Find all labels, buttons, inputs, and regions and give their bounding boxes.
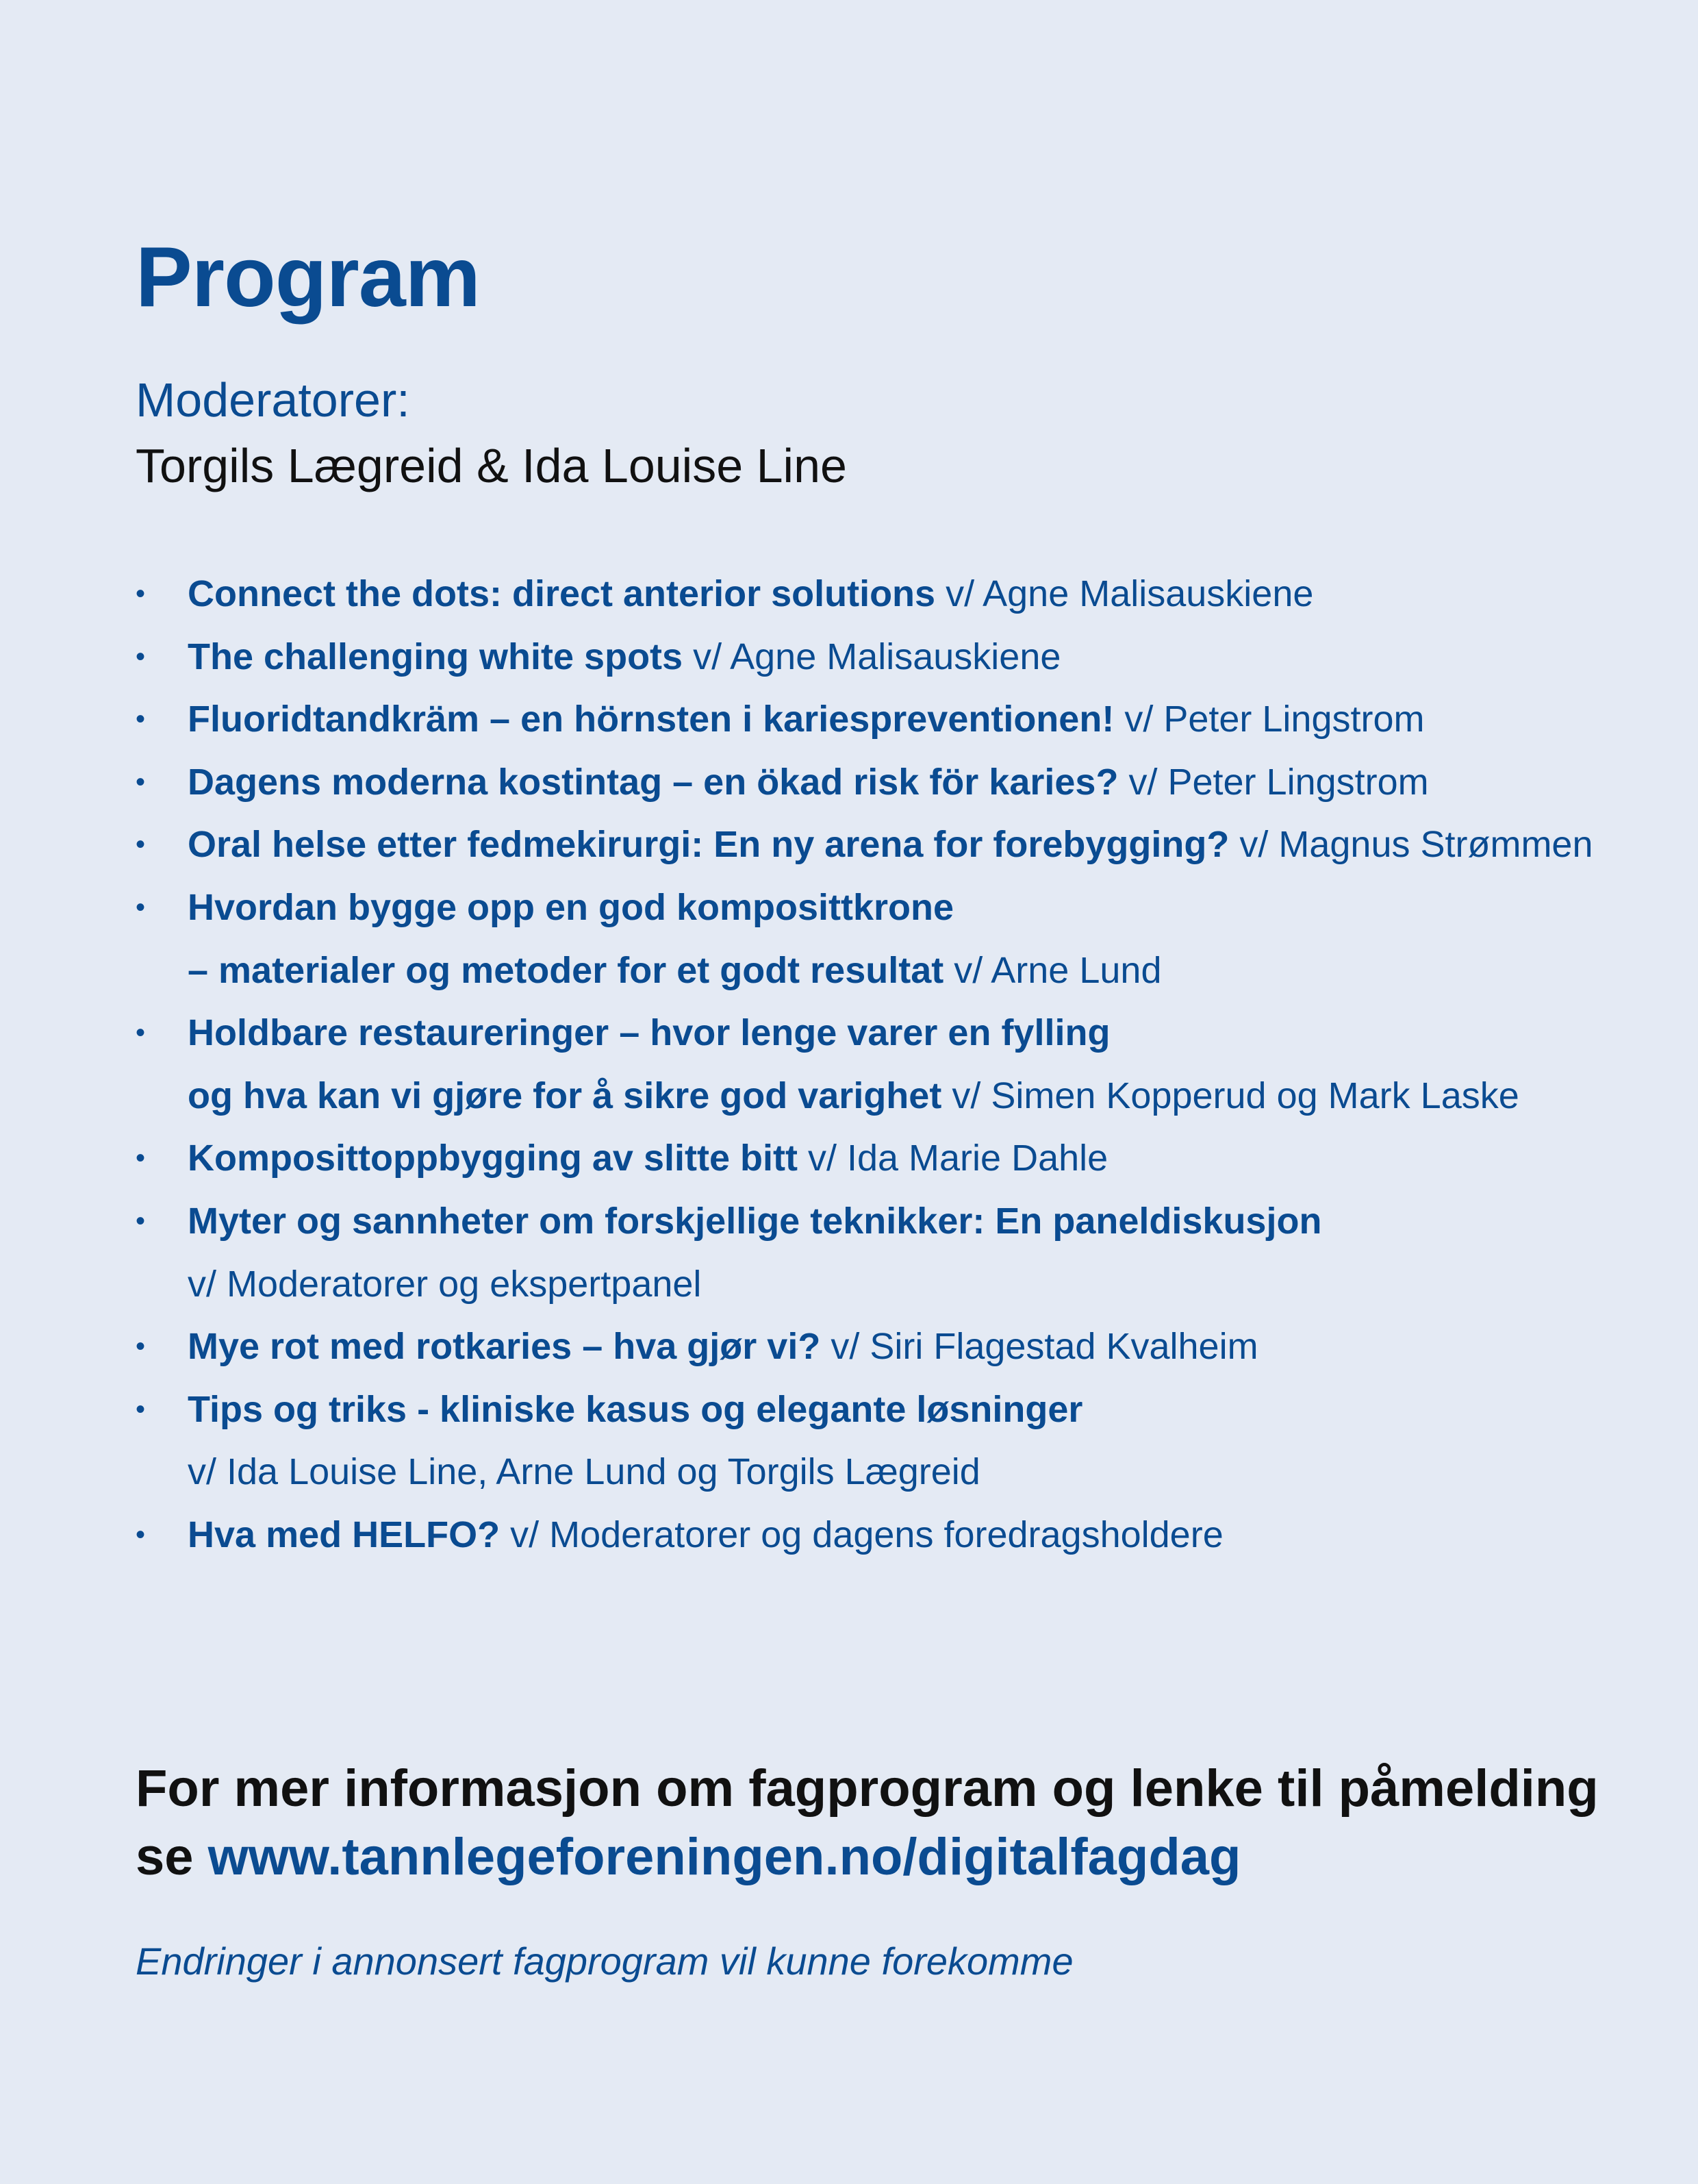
talk-title: The challenging white spots [188,636,683,677]
talk-title: Fluoridtandkräm – en hörnsten i kariespreventionen! [188,699,1115,740]
program-item [136,877,1669,1002]
moderators-names: Torgils Lægreid & Ida Louise Line [136,439,847,492]
program-item [136,626,1669,689]
talk-speaker: v/ Peter Lingstrom [1128,761,1429,803]
bullet-icon: • [136,1018,146,1049]
program-item [136,1002,1669,1127]
bullet-icon: • [136,579,146,609]
talk-title: Myter og sannheter om forskjellige teknikker: En paneldiskusjon [188,1200,1322,1242]
talk-title-line-1: Holdbare restaureringer – hvor lenge varer en fylling [188,1012,1111,1054]
bullet-icon: • [136,1205,146,1236]
disclaimer: Endringer i annonsert fagprogram vil kunne forekomme [136,1939,1074,1983]
talk-speaker: v/ Arne Lund [954,949,1162,991]
talk-speaker: v/ Moderatorer og dagens foredragsholdere [510,1514,1224,1555]
talk-title: Dagens moderna kostintag – en ökad risk för karies? [188,761,1119,803]
program-item [136,563,1669,626]
program-item [136,814,1669,877]
talk-speaker: v/ Ida Louise Line, Arne Lund og Torgils Lægreid [188,1451,980,1493]
talk-speaker: v/ Agne Malisauskiene [946,573,1314,614]
bullet-icon: • [136,892,146,922]
talk-speaker: v/ Agne Malisauskiene [693,636,1061,677]
program-item [136,688,1669,751]
program-item [136,751,1669,814]
bullet-icon: • [136,1331,146,1362]
talk-speaker: v/ Peter Lingstrom [1124,699,1425,740]
bullet-icon: • [136,766,146,797]
program-list [136,563,1669,1567]
bullet-icon: • [136,641,146,672]
program-item [136,1190,1669,1316]
talk-title-line-1: Hvordan bygge opp en god komposittkrone [188,886,954,928]
talk-title: Oral helse etter fedmekirurgi: En ny arena for forebygging? [188,824,1230,866]
talk-title-line-2: og hva kan vi gjøre for å sikre god varighet [188,1075,942,1116]
bullet-icon: • [136,704,146,735]
talk-speaker: v/ Ida Marie Dahle [807,1138,1108,1179]
talk-title: Mye rot med rotkaries – hva gjør vi? [188,1326,821,1368]
page-title: Program [136,230,480,325]
program-page [136,226,1669,1989]
talk-speaker: v/ Siri Flagestad Kvalheim [831,1326,1258,1368]
bullet-icon: • [136,829,146,860]
program-item [136,1504,1669,1567]
info-line-1: For mer informasjon om fagprogram og lenke til påmelding [136,1759,1599,1818]
info-prefix: se [136,1827,194,1886]
talk-title-line-2: – materialer og metoder for et godt resultat [188,949,944,991]
info-text [136,1755,1669,1892]
talk-title: Tips og triks - kliniske kasus og elegante løsninger [188,1388,1083,1430]
program-item [136,1379,1669,1504]
bullet-icon: • [136,1143,146,1174]
program-item [136,1316,1669,1379]
bullet-icon: • [136,1519,146,1550]
info-link[interactable]: www.tannlegeforeningen.no/digitalfagdag [207,1827,1241,1886]
talk-speaker: v/ Moderatorer og ekspertpanel [188,1263,702,1305]
bullet-icon: • [136,1394,146,1424]
talk-speaker: v/ Simen Kopperud og Mark Laske [952,1075,1519,1116]
program-item [136,1127,1669,1190]
moderators-label: Moderatorer: [136,373,410,427]
talk-title: Komposittoppbygging av slitte bitt [188,1138,798,1179]
talk-title: Hva med HELFO? [188,1514,500,1555]
talk-speaker: v/ Magnus Strømmen [1239,824,1593,866]
talk-title: Connect the dots: direct anterior solutions [188,573,936,614]
